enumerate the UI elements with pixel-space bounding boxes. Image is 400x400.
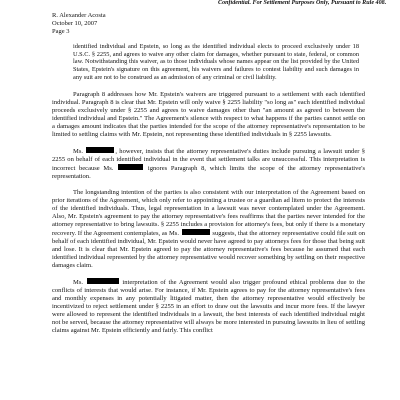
paragraph-3-part-b: suggests, that the attorney representative could file suit on behalf of each identified individual, Mr. Epstein would never have agreed to pay attorneys fees for those that being suit and lose. It is clear that Mr. Epstein agreed to pay the attorney representative's fees because he assumed that each identified individual represented by the attorney representative would recover something by settling on their respective damages claim. — [52, 229, 366, 269]
addressee: R. Alexander Acosta — [52, 12, 106, 19]
confidential-header: Confidential. For Settlement Purposes Only, Pursuant to Rule 408. — [218, 0, 387, 6]
paragraph-1: Paragraph 8 addresses how Mr. Epstein's waivers are triggered pursuant to a settlement with each identified individual. Paragraph 8 is clear that Mr. Epstein will only waive § 2255 liability "so long as" each identified individual proceeds exclusively under § 2255 and agrees to waive damages other than "an amount as agreed to between the identified individual and Epstein." The Agreement's silence with respect to what happens if the parties cannot settle on a damages amount indicates that the parties intended for the scope of the attorney representative's representation to be limited to settling claims with Mr. Epstein, not representing these identified individuals in § 2255 lawsuits. — [52, 90, 365, 138]
paragraph-4-part-b: interpretation of the Agreement would also trigger profound ethical problems due to the conflicts of interests that would arise. For instance, if Mr. Epstein agrees to pay for the attorney representative's fees and monthly expenses in any potentially litigated matter, then the attorney representative would effectively be incentivized to reject settlement under § 2255 in an effort to draw out the lawsuits and incur more fees. If the lawyer were allowed to represent the identified individuals in a lawsuit, the best interests of each identified individual might not be served, because the attorney representative will always be more interested in pursuing lawsuits in lieu of settling claims against Mr. Epstein efficiently and fairly. This conflict — [52, 278, 365, 334]
redaction-box — [182, 229, 210, 236]
paragraph-2 — [52, 147, 365, 181]
paragraph-3-part-a: The longstanding intention of the parties is also consistent with our interpretation of the Agreement based on prior iterations of the Agreement, which only refer to appointing a trustee or a guardian ad litem to protect the interests of the identified individuals. Thus, legal representation in a lawsuit was never contemplated under the Agreement. Also, Mr. Epstein's agreement to pay the attorney representative's fees reaffirms that the parties never intended for the attorney representative to bring lawsuits. § 2255 includes a provision for attorney's fees, but only if there is a monetary recovery. If the Agreement contemplates, as Ms. — [52, 188, 365, 237]
redaction-box — [87, 278, 119, 285]
paragraph-4 — [52, 278, 365, 335]
paragraph-4-part-a: Ms. — [73, 278, 84, 286]
block-quote: identified individual and Epstein, so long as the identified individual elects to proceed exclusively under 18 U.S.C. § 2255, and agrees to waive any other claim for damages, whether pursuant to state, federal, or common law. Notwithstanding this waiver, as to those individuals whose names appear on the list provided by the United States, Epstein's signature on this agreement, his waivers and failures to contest liability and such damages in any suit are not to be construed as an admission of any criminal or civil liability. — [73, 43, 359, 81]
letter-date: October 10, 2007 — [52, 20, 98, 28]
paragraph-3 — [52, 189, 365, 270]
redaction-box — [118, 164, 143, 171]
paragraph-2-part-a: Ms. — [73, 147, 84, 155]
page-number: Page 3 — [52, 28, 70, 36]
letter-body — [52, 43, 365, 343]
paragraph-2-part-c: ignores Paragraph 8, which limits the scope of the attorney representative's representation. — [52, 164, 366, 180]
paragraph-2-part-b: , however, insists that the attorney representative's duties include pursuing a lawsuit under § 2255 on behalf of each identified individual in the event that settlement talks are unsuccessful. This interpretation is incorrect because Ms. — [52, 147, 365, 172]
redaction-box — [86, 147, 114, 154]
letter-header — [52, 12, 106, 37]
